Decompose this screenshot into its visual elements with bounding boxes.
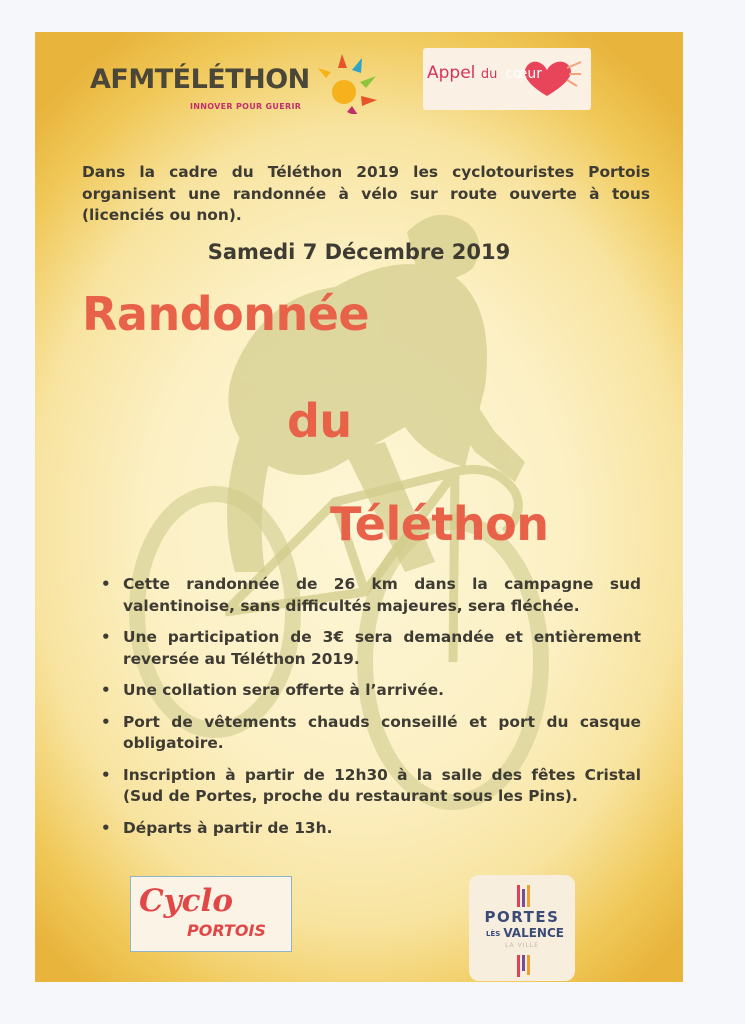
list-item-text: Départs à partir de 13h. (123, 818, 333, 837)
poster (35, 32, 683, 982)
list-item-text: Une collation sera offerte à l’arrivée. (123, 681, 445, 699)
cyclo-logo-line2: PORTOIS (187, 921, 266, 940)
appel-prefix: Appel (427, 63, 481, 83)
appel-coeur: cœur (505, 66, 542, 82)
appel-du-coeur-text (427, 63, 577, 91)
list-item (101, 627, 641, 670)
portes-les-valence-logo (469, 875, 575, 981)
portes-logo-les: LÈS (486, 929, 501, 938)
appel-du-coeur-logo (423, 48, 591, 110)
afm-telethon-logo (90, 60, 380, 120)
list-item (101, 765, 641, 808)
portes-logo-line2 (475, 926, 575, 940)
portes-logo-valence: VALENCE (503, 926, 564, 940)
bullet-icon: • (101, 681, 111, 699)
list-item (101, 574, 641, 617)
list-item-text: Inscription à partir de 12h30 à la salle des fêtes Cristal (Sud de Portes, proche du restaurant sous les Pins). (123, 765, 641, 805)
bullet-icon: • (101, 712, 111, 731)
afm-logo-tagline: INNOVER POUR GUERIR (190, 102, 302, 111)
cyclo-portois-logo (130, 876, 292, 952)
bullet-icon: • (101, 765, 111, 784)
event-date: Samedi 7 Décembre 2019 (207, 240, 511, 264)
portes-logo-line1: PORTES (484, 908, 560, 926)
cyclo-logo-line1: Cyclo (139, 883, 234, 919)
bullet-icon: • (101, 818, 111, 837)
bullet-icon: • (101, 628, 111, 646)
portes-logo-line3: LA VILLE (505, 942, 539, 949)
intro-paragraph: Dans la cadre du Téléthon 2019 les cyclotouristes Portois organisent une randonnée à vélo sur route ouverte à tous (licenciés ou non). (82, 163, 650, 224)
list-item (101, 712, 641, 755)
title-line-telethon: Téléthon (330, 497, 549, 551)
list-item-text: Cette randonnée de 26 km dans la campagne sud valentinoise, sans difficultés majeures, sera fléchée. (123, 575, 641, 615)
list-item-text: Une participation de 3€ sera demandée et entièrement reversée au Téléthon 2019. (123, 628, 641, 668)
list-item (101, 818, 641, 840)
info-list (101, 574, 641, 849)
bullet-icon: • (101, 575, 111, 593)
afm-logo-wordmark: AFMTÉLÉTHON (90, 64, 310, 95)
title-line-du: du (287, 394, 352, 448)
appel-du: du (480, 67, 498, 82)
list-item (101, 680, 641, 702)
list-item-text: Port de vêtements chauds conseillé et port du casque obligatoire. (123, 712, 641, 752)
title-line-randonnee: Randonnée (82, 287, 370, 341)
sun-icon (316, 48, 386, 114)
